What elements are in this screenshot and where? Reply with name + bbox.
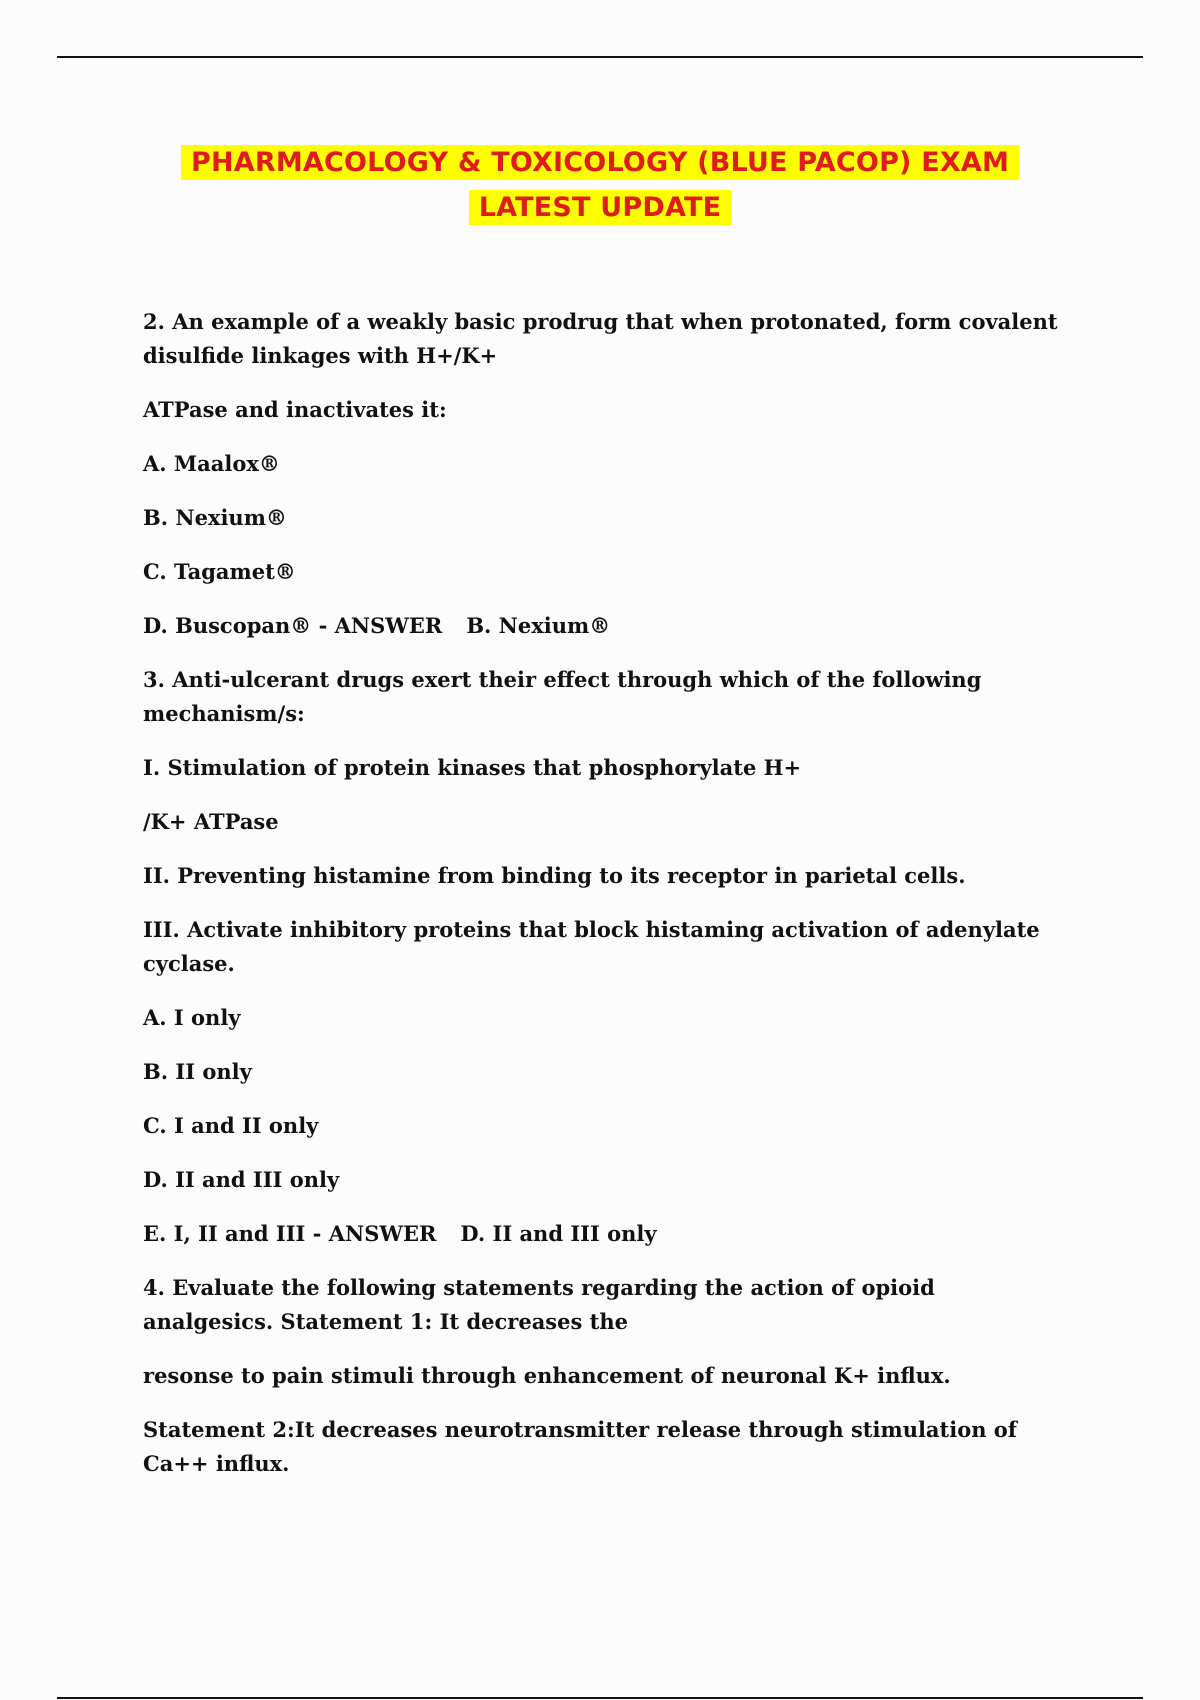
option-line: A. Maalox® — [143, 451, 280, 476]
paragraph: /K+ ATPase — [143, 809, 279, 834]
paragraph: 3. Anti-ulcerant drugs exert their effect through which of the following mechanism/s: — [143, 667, 982, 726]
answer-value: B. Nexium® — [466, 613, 611, 638]
title-line-1: PHARMACOLOGY & TOXICOLOGY (BLUE PACOP) EXAM — [181, 145, 1019, 180]
question-content — [143, 305, 1063, 1501]
paragraph: III. Activate inhibitory proteins that block histaming activation of adenylate cyclase. — [143, 917, 1040, 976]
option-line: C. Tagamet® — [143, 559, 296, 584]
answer-line — [143, 609, 1063, 643]
title-line-2: LATEST UPDATE — [469, 190, 732, 225]
answer-line — [143, 1217, 1063, 1251]
top-rule — [57, 56, 1143, 58]
paragraph: Statement 2:It decreases neurotransmitter release through stimulation of Ca++ influx. — [143, 1417, 1017, 1476]
option-line: C. I and II only — [143, 1113, 319, 1138]
option-line: B. II only — [143, 1059, 252, 1084]
answer-option: D. Buscopan® - ANSWER — [143, 613, 443, 638]
answer-value: D. II and III only — [460, 1221, 657, 1246]
paragraph: I. Stimulation of protein kinases that phosphorylate H+ — [143, 755, 802, 780]
paragraph: 2. An example of a weakly basic prodrug that when protonated, form covalent disulfide linkages with H+/K+ — [143, 309, 1058, 368]
answer-option: E. I, II and III - ANSWER — [143, 1221, 437, 1246]
document-title — [0, 140, 1200, 230]
paragraph: II. Preventing histamine from binding to its receptor in parietal cells. — [143, 863, 966, 888]
option-line: A. I only — [143, 1005, 241, 1030]
option-line: D. II and III only — [143, 1167, 340, 1192]
paragraph: 4. Evaluate the following statements regarding the action of opioid analgesics. Statement 1: It decreases the — [143, 1275, 935, 1334]
paragraph: resonse to pain stimuli through enhancement of neuronal K+ influx. — [143, 1363, 951, 1388]
option-line: B. Nexium® — [143, 505, 287, 530]
paragraph: ATPase and inactivates it: — [143, 397, 447, 422]
bottom-rule — [57, 1697, 1143, 1699]
